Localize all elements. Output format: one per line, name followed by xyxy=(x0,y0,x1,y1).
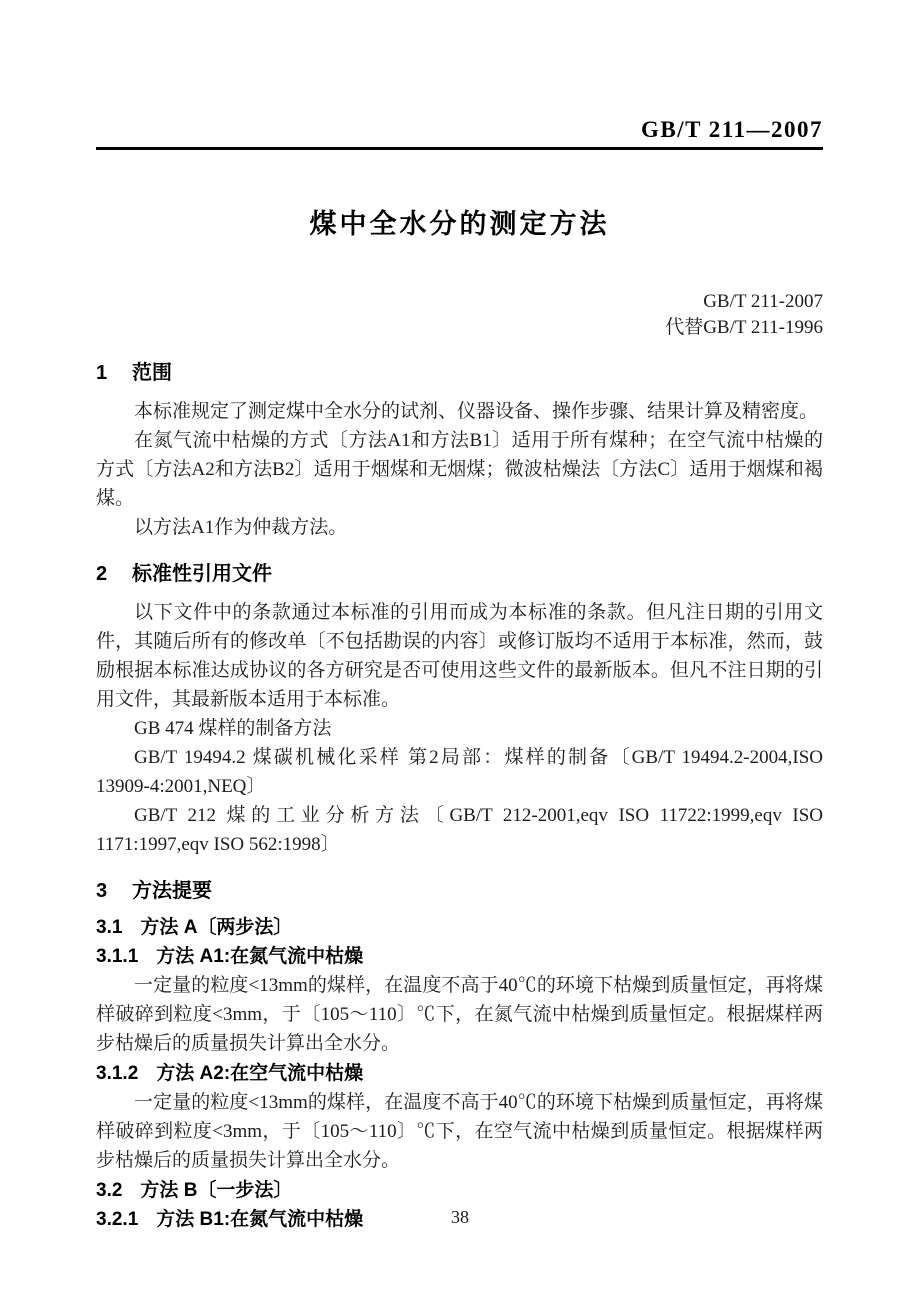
section-heading-label: 标准性引用文件 xyxy=(132,562,272,585)
subsection-3-1-2-heading xyxy=(96,1061,823,1087)
section-heading-label: 方法提要 xyxy=(132,879,212,902)
reference-item: GB/T 212 煤的工业分析方法〔GB/T 212-2001,eqv ISO 11722:1999,eqv ISO 1171:1997,eqv ISO 562:1998〕 xyxy=(96,804,823,855)
subsection-heading-label: 方法 A2:在空气流中枯燥 xyxy=(156,1062,364,1084)
subsection-number: 3.1 xyxy=(96,916,123,938)
section-1-paragraph: 以方法A1作为仲裁方法。 xyxy=(134,516,348,538)
subsection-3-1-1-heading xyxy=(96,944,823,970)
subsection-3-1-2-paragraph: 一定量的粒度<13mm的煤样，在温度不高于40℃的环境下枯燥到质量恒定，再将煤样破碎到粒度<3mm，于〔105～110〕℃下，在空气流中枯燥到质量恒定。根据煤样两步枯燥后的质量损失计算出全水分。 xyxy=(96,1091,823,1171)
subsection-3-1-1-paragraph: 一定量的粒度<13mm的煤样，在温度不高于40℃的环境下枯燥到质量恒定，再将煤样破碎到粒度<3mm，于〔105～110〕℃下，在氮气流中枯燥到质量恒定。根据煤样两步枯燥后的质量损失计算出全水分。 xyxy=(96,974,823,1054)
section-1-paragraph: 本标准规定了测定煤中全水分的试剂、仪器设备、操作步骤、结果计算及精密度。 xyxy=(134,400,819,422)
section-3-heading xyxy=(96,879,823,903)
section-number: 1 xyxy=(96,361,108,384)
replaces-note: 代替GB/T 211-1996 xyxy=(665,316,823,338)
reference-item: GB/T 19494.2 煤碳机械化采样 第2局部：煤样的制备〔GB/T 19494.2-2004,ISO 13909-4:2001,NEQ〕 xyxy=(96,746,823,797)
subsection-heading-label: 方法 B〔一步法〕 xyxy=(140,1179,293,1201)
subsection-3-1-heading xyxy=(96,915,823,941)
reference-item: GB 474 煤样的制备方法 xyxy=(134,717,332,739)
standard-code: GB/T 211-2007 xyxy=(703,290,823,312)
header-rule xyxy=(96,147,823,150)
subsection-number: 3.1.2 xyxy=(96,1062,139,1084)
subsection-number: 3.2 xyxy=(96,1179,123,1201)
subsection-number: 3.1.1 xyxy=(96,945,139,967)
subsection-heading-label: 方法 A1:在氮气流中枯燥 xyxy=(156,945,364,967)
section-number: 2 xyxy=(96,562,108,585)
page-number: 38 xyxy=(451,1207,469,1227)
section-1-paragraph: 在氮气流中枯燥的方式〔方法A1和方法B1〕适用于所有煤种；在空气流中枯燥的方式〔方法A2和方法B2〕适用于烟煤和无烟煤；微波枯燥法〔方法C〕适用于烟煤和褐煤。 xyxy=(96,429,823,509)
standard-code-header: GB/T 211—2007 xyxy=(640,117,823,142)
section-2-heading xyxy=(96,562,823,586)
section-2-paragraph: 以下文件中的条款通过本标准的引用而成为本标准的条款。但凡注日期的引用文件，其随后所有的修改单〔不包括勘误的内容〕或修订版均不适用于本标准，然而，鼓励根据本标准达成协议的各方研究是否可使用这些文件的最新版本。但凡不注日期的引用文件，其最新版本适用于本标准。 xyxy=(96,601,823,710)
subsection-heading-label: 方法 A〔两步法〕 xyxy=(140,916,293,938)
section-number: 3 xyxy=(96,879,108,902)
section-heading-label: 范围 xyxy=(132,361,172,384)
doc-code-block xyxy=(96,289,823,341)
section-1-heading xyxy=(96,361,823,385)
subsection-3-2-heading xyxy=(96,1178,823,1204)
subsection-heading-label: 方法 B1:在氮气流中枯燥 xyxy=(156,1208,364,1230)
document-title: 煤中全水分的测定方法 xyxy=(309,208,610,239)
subsection-number: 3.2.1 xyxy=(96,1208,139,1230)
